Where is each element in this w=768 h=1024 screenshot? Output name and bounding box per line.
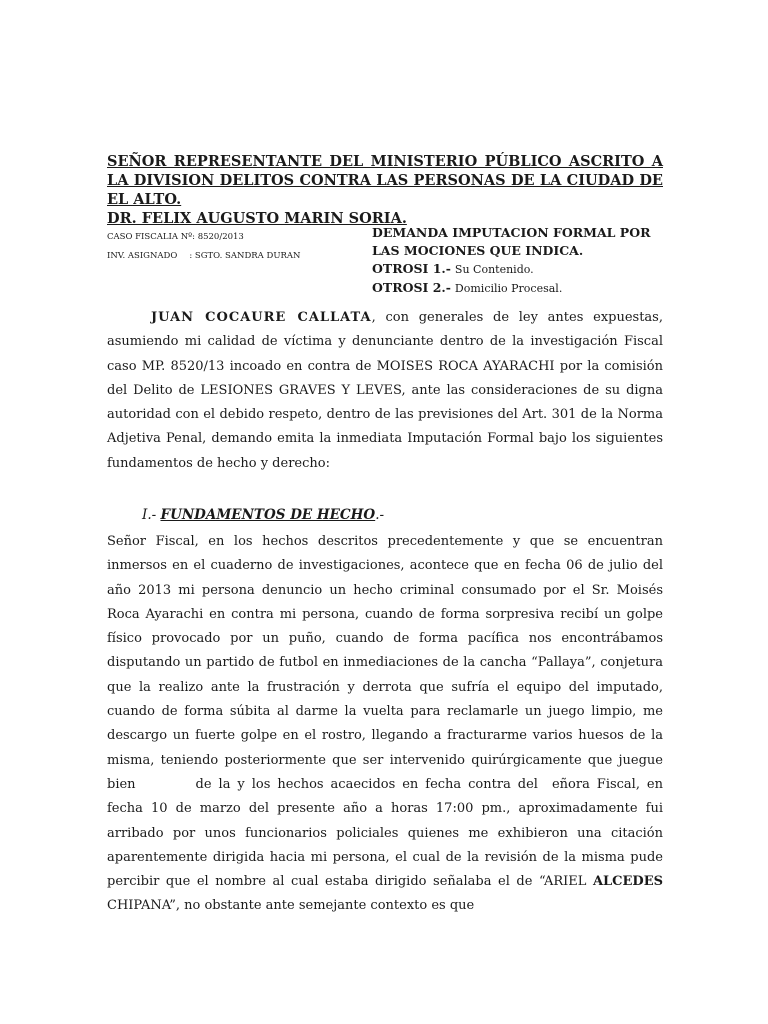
case-info	[107, 228, 347, 266]
case-number-row	[107, 228, 347, 247]
otrosi-1	[372, 260, 672, 279]
section-title: FUNDAMENTOS DE HECHO	[160, 507, 376, 523]
plaintiff-name: JUAN COCAURE CALLATA	[151, 310, 372, 325]
otrosi-2-text: Domicilio Procesal.	[454, 282, 563, 295]
otrosi-2	[372, 279, 672, 298]
investigator-row	[107, 247, 347, 266]
otrosi-1-label: OTROSI 1.-	[372, 261, 451, 276]
section-number: I.-	[142, 507, 157, 523]
investigator-label: INV. ASIGNADO	[107, 251, 178, 261]
section-heading	[142, 507, 384, 523]
otrosi-2-label: OTROSI 2.-	[372, 280, 451, 295]
intro-text: , con generales de ley antes expuestas, asumiendo mi calidad de víctima y denunciante dentro de la investigación Fiscal caso MP. 8520/13 incoado en contra de MOISES ROCA AYARACHI por la comisión del Delito de LESIONES GRAVES Y LEVES, ante las consideraciones de su digna autoridad con el debido respeto, dentro de las previsiones del Art. 301 de la Norma Adjetiva Penal, demando emita la inmediata Imputación Formal bajo los siguientes fundamentos de hecho y derecho:	[107, 310, 663, 471]
otrosi-1-text: Su Contenido.	[454, 263, 534, 276]
demand-summary	[372, 224, 672, 298]
demand-title: DEMANDA IMPUTACION FORMAL POR LAS MOCIONES QUE INDICA.	[372, 225, 651, 258]
facts-text-1: Señor Fiscal, en los hechos descritos precedentemente y que se encuentran inmersos en el cuaderno de investigaciones, acontece que en fecha 06 de julio del año 2013 mi persona denuncio un hecho criminal consumado por el Sr. Moisés Roca Ayarachi en contra mi persona, cuando de forma sorpresiva recibí un golpe físico provocado por un puño, cuando de forma pacífica nos encontrábamos disputando un partido de futbol en inmediaciones de la cancha “Pallaya”, conjetura que la realizo ante la frustración y derrota que sufría el equipo del imputado, cuando de forma súbita al darme la vuelta para reclamarle un juego limpio, me descargo un fuerte golpe en el rostro, llegando a fracturarme varios huesos de la misma, teniendo posteriormente que ser intervenido quirúrgicamente que juegue bien	[107, 534, 663, 792]
case-number: 8520/2013	[197, 232, 244, 242]
facts-paragraph	[107, 530, 663, 919]
heading-recipient: DR. FELIX AUGUSTO MARIN SORIA.	[107, 210, 407, 227]
intro-paragraph	[107, 306, 663, 476]
case-label: CASO FISCALIA Nº:	[107, 232, 195, 242]
investigator-value: : SGTO. SANDRA DURAN	[189, 251, 301, 261]
heading-addressee: SEÑOR REPRESENTANTE DEL MINISTERIO PÚBLICO ASCRITO A LA DIVISION DELITOS CONTRA LAS PERSONAS DE LA CIUDAD DE EL ALTO.	[107, 153, 663, 208]
facts-bold-name: ALCEDES	[592, 874, 663, 890]
facts-text-3: eñora Fiscal, en fecha 10 de marzo del presente año a horas 17:00 pm., aproximadamente fui arribado por unos funcionarios policiales quienes me exhibieron una citación aparentemente dirigida hacia mi persona, el cual de la revisión de la misma pude percibir que el nombre al cual estaba dirigido señalaba el de “ARIEL	[107, 776, 664, 890]
facts-text-2: de la y los hechos acaecidos en fecha contra del	[195, 776, 538, 792]
facts-text-4: CHIPANA”, no obstante ante semejante contexto es que	[107, 898, 475, 914]
section-suffix: .-	[375, 507, 385, 523]
document-heading	[107, 152, 663, 228]
